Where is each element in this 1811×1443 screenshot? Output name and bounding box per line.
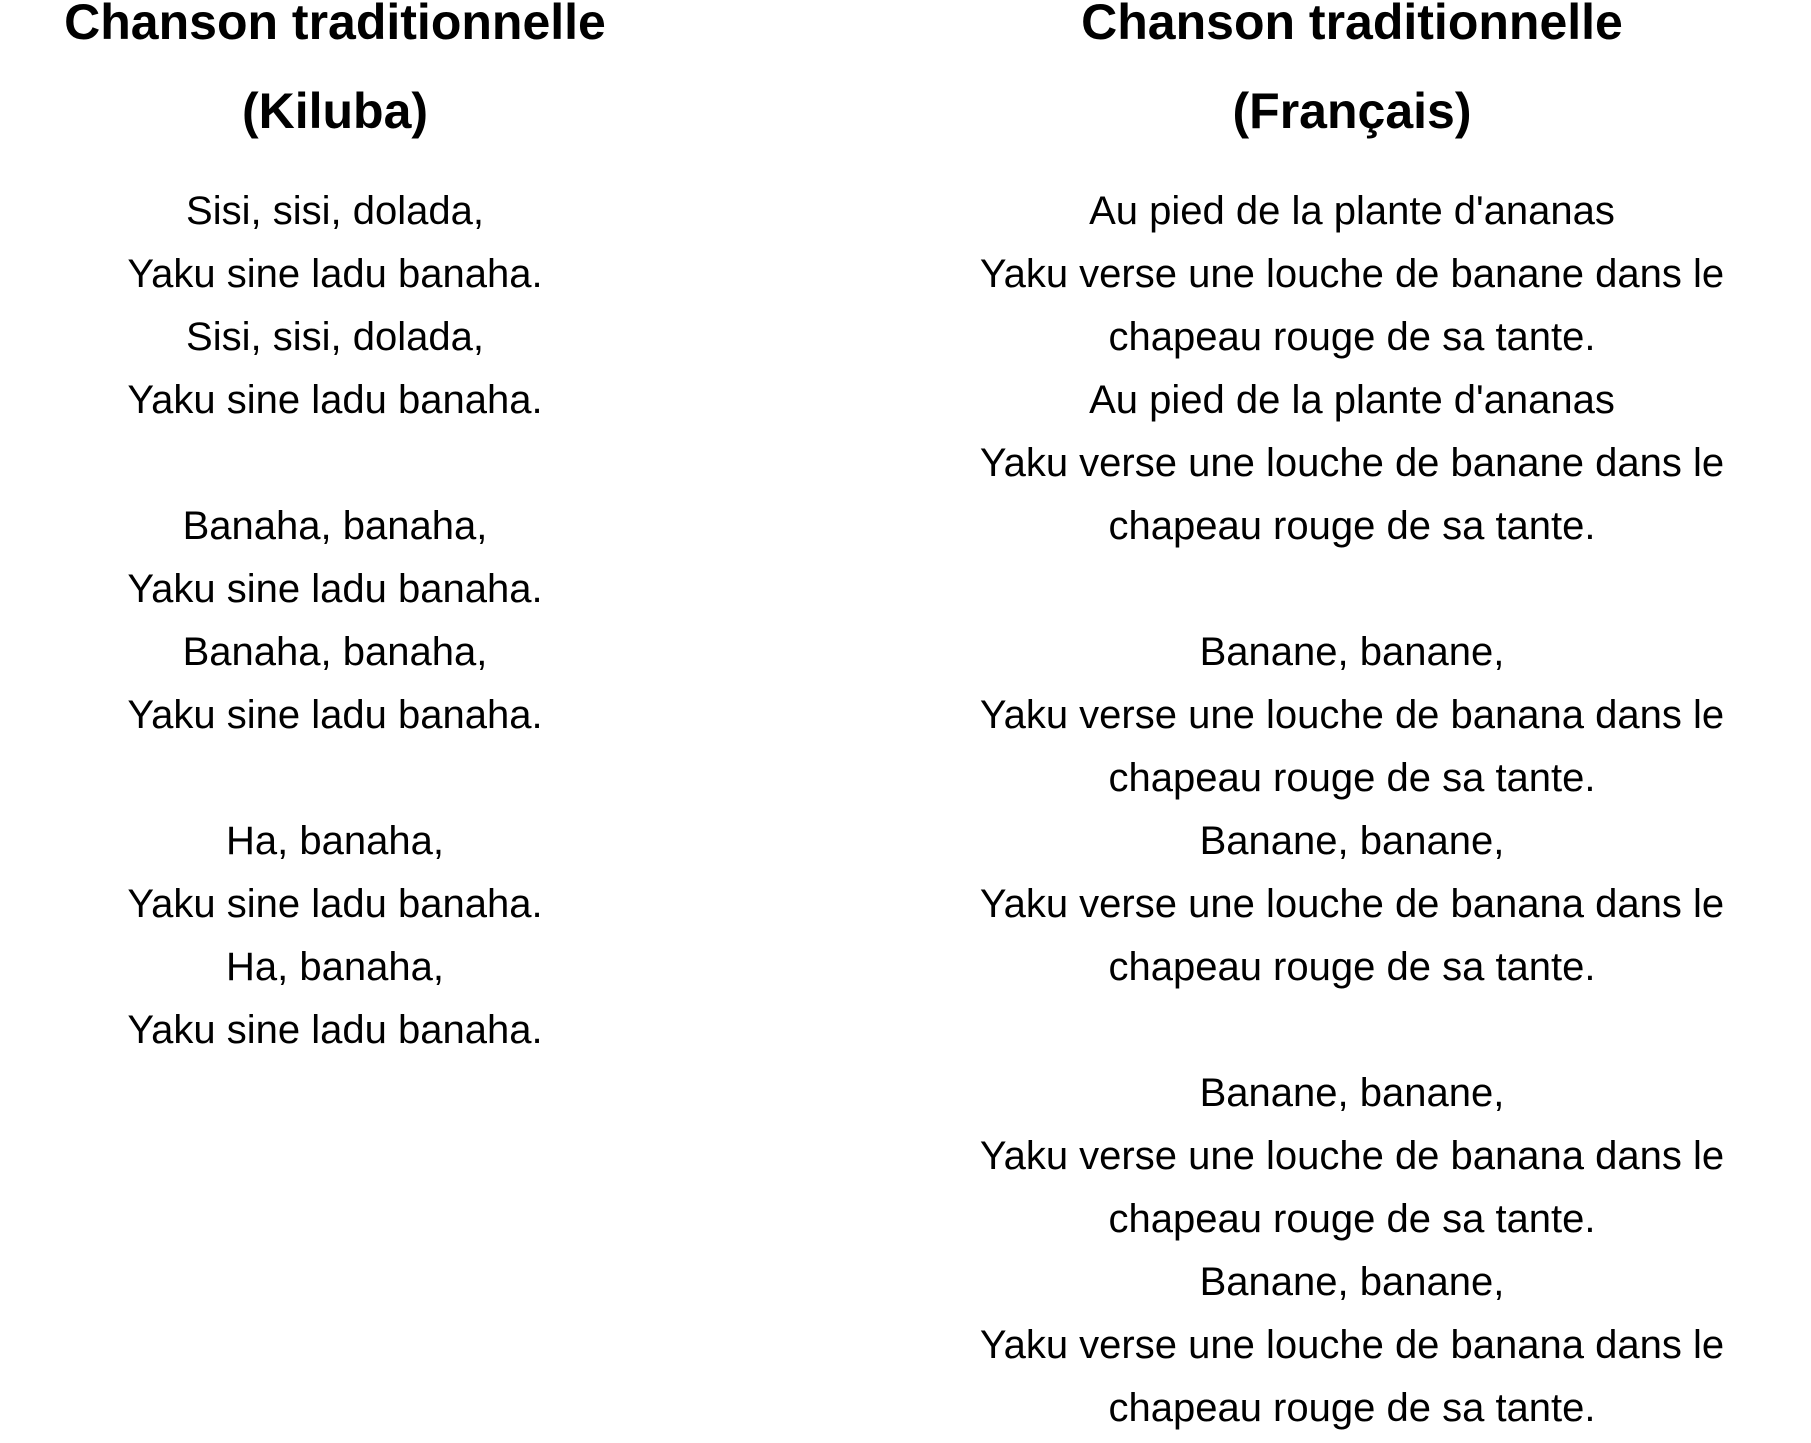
verse-line: Sisi, sisi, dolada, — [186, 189, 484, 233]
verse-line: Banaha, banaha, — [182, 630, 488, 674]
francais-title-line-2: (Français) — [1232, 83, 1472, 139]
verse-line: Banane, banane, — [1199, 819, 1505, 863]
francais-column — [928, 0, 1776, 1430]
verse-line: Yaku sine ladu banaha. — [127, 882, 543, 926]
verse-line: Banaha, banaha, — [182, 504, 488, 548]
verse-line: Yaku sine ladu banaha. — [127, 252, 543, 296]
verse-line: chapeau rouge de sa tante. — [1108, 756, 1596, 800]
verse-line: Ha, banaha, — [226, 819, 444, 863]
kiluba-verses — [0, 180, 670, 1062]
verse-line: Yaku verse une louche de banane dans le — [979, 441, 1725, 485]
verse-line: Banane, banane, — [1199, 1071, 1505, 1115]
kiluba-title-line-2: (Kiluba) — [241, 83, 429, 139]
verse-line: Yaku verse une louche de banana dans le — [979, 1323, 1725, 1367]
verse-line: Yaku verse une louche de banana dans le — [979, 693, 1725, 737]
francais-stanza-1 — [928, 180, 1776, 558]
francais-stanza-2 — [928, 621, 1776, 999]
verse-line: Au pied de la plante d'ananas — [1089, 189, 1615, 233]
verse-line: Yaku verse une louche de banana dans le — [979, 882, 1725, 926]
verse-line: chapeau rouge de sa tante. — [1108, 504, 1596, 548]
kiluba-column — [0, 0, 670, 1052]
verse-line: Au pied de la plante d'ananas — [1089, 378, 1615, 422]
verse-line: Yaku sine ladu banaha. — [127, 693, 543, 737]
verse-line: Yaku sine ladu banaha. — [127, 378, 543, 422]
verse-line: Yaku sine ladu banaha. — [127, 567, 543, 611]
francais-title — [928, 0, 1776, 156]
verse-line: chapeau rouge de sa tante. — [1108, 945, 1596, 989]
verse-line: chapeau rouge de sa tante. — [1108, 1197, 1596, 1241]
francais-title-line-1: Chanson traditionnelle — [1081, 0, 1623, 50]
verse-line: Banane, banane, — [1199, 1260, 1505, 1304]
verse-line: Banane, banane, — [1199, 630, 1505, 674]
kiluba-stanza-3 — [0, 810, 670, 1062]
kiluba-title-line-1: Chanson traditionnelle — [64, 0, 606, 50]
verse-line: Yaku verse une louche de banana dans le — [979, 1134, 1725, 1178]
verse-line: Sisi, sisi, dolada, — [186, 315, 484, 359]
verse-line: Yaku sine ladu banaha. — [127, 1008, 543, 1052]
kiluba-stanza-1 — [0, 180, 670, 432]
kiluba-title — [0, 0, 670, 156]
verse-line: Yaku verse une louche de banane dans le — [979, 252, 1725, 296]
francais-stanza-3 — [928, 1062, 1776, 1440]
verse-line: chapeau rouge de sa tante. — [1108, 1386, 1596, 1430]
verse-line: Ha, banaha, — [226, 945, 444, 989]
kiluba-stanza-2 — [0, 495, 670, 747]
verse-line: chapeau rouge de sa tante. — [1108, 315, 1596, 359]
francais-verses — [928, 180, 1776, 1440]
